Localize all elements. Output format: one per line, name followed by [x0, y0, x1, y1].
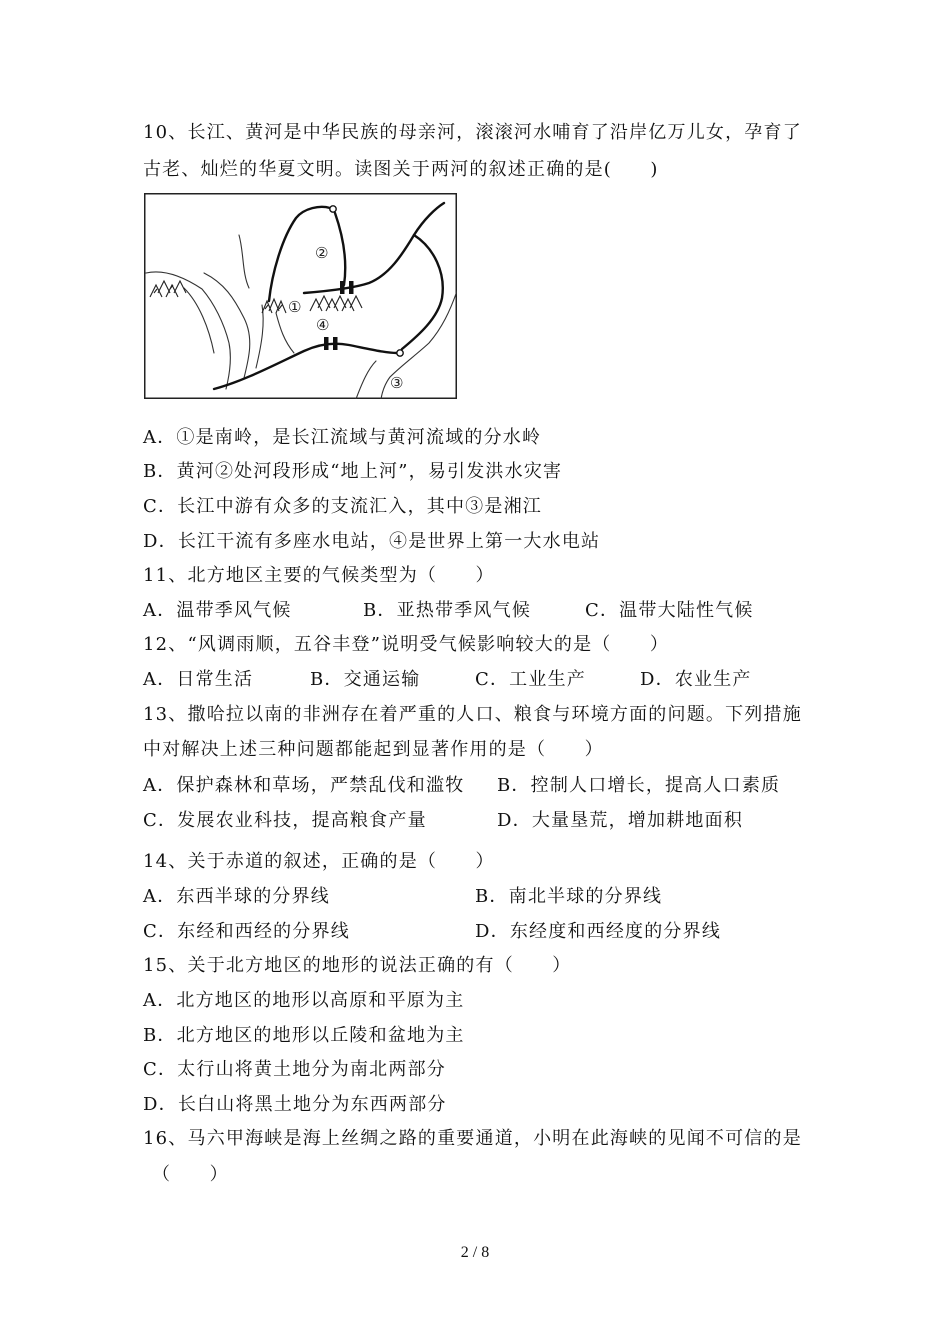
q10-option-a: A．①是南岭，是长江流域与黄河流域的分水岭	[143, 427, 542, 448]
q15-stem: 15、关于北方地区的地形的说法正确的有（ ）	[143, 955, 572, 976]
q13-option-c: C．发展农业科技，提高粮食产量	[143, 810, 427, 831]
q10-option-d: D．长江干流有多座水电站，④是世界上第一大水电站	[143, 531, 601, 552]
city-marker-icon	[330, 206, 336, 212]
map-label-four: ④	[316, 316, 330, 334]
two-rivers-map	[144, 193, 457, 399]
q15-option-b: B．北方地区的地形以丘陵和盆地为主	[143, 1025, 465, 1046]
q10-option-c: C．长江中游有众多的支流汇入，其中③是湘江	[143, 496, 542, 517]
q14-option-a: A．东西半球的分界线	[143, 886, 330, 907]
q15-option-d: D．长白山将黑土地分为东西两部分	[143, 1094, 447, 1115]
q12-option-c: C．工业生产	[475, 669, 586, 690]
q10-stem-line-2: 古老、灿烂的华夏文明。读图关于两河的叙述正确的是( )	[143, 159, 659, 180]
q12-option-b: B．交通运输	[310, 669, 421, 690]
q13-option-d: D．大量垦荒，增加耕地面积	[497, 810, 744, 831]
q15-option-c: C．太行山将黄土地分为南北两部分	[143, 1059, 446, 1080]
q13-stem-line-1: 13、撒哈拉以南的非洲存在着严重的人口、粮食与环境方面的问题。下列措施	[143, 704, 802, 725]
q11-stem: 11、北方地区主要的气候类型为（ ）	[143, 565, 495, 586]
q13-option-a: A．保护森林和草场，严禁乱伐和滥牧	[143, 775, 465, 796]
q13-option-b: B．控制人口增长，提高人口素质	[497, 775, 781, 796]
q14-option-b: B．南北半球的分界线	[475, 886, 663, 907]
q12-option-d: D．农业生产	[640, 669, 752, 690]
q11-option-a: A．温带季风气候	[143, 600, 292, 621]
q14-stem: 14、关于赤道的叙述，正确的是（ ）	[143, 851, 495, 872]
map-label-one: ①	[288, 298, 302, 316]
q14-option-c: C．东经和西经的分界线	[143, 921, 350, 942]
page-number: 2 / 8	[460, 1244, 490, 1261]
q16-stem-line-2: （ ）	[152, 1164, 229, 1185]
map-label-three: ③	[390, 374, 404, 392]
q15-option-a: A．北方地区的地形以高原和平原为主	[143, 990, 465, 1011]
q14-option-d: D．东经度和西经度的分界线	[475, 921, 722, 942]
map-label-two: ②	[315, 244, 329, 262]
q13-stem-line-2: 中对解决上述三种问题都能起到显著作用的是（ ）	[143, 739, 604, 760]
q11-option-c: C．温带大陆性气候	[585, 600, 754, 621]
q16-stem-line-1: 16、马六甲海峡是海上丝绸之路的重要通道，小明在此海峡的见闻不可信的是	[143, 1128, 802, 1149]
q12-stem: 12、“风调雨顺，五谷丰登”说明受气候影响较大的是（ ）	[143, 634, 670, 655]
q10-option-b: B．黄河②处河段形成“地上河”，易引发洪水灾害	[143, 461, 563, 482]
q11-option-b: B．亚热带季风气候	[363, 600, 532, 621]
q12-option-a: A．日常生活	[143, 669, 254, 690]
q10-stem-line-1: 10、长江、黄河是中华民族的母亲河，滚滚河水哺育了沿岸亿万儿女，孕育了	[143, 122, 802, 143]
city-marker-icon	[397, 350, 403, 356]
